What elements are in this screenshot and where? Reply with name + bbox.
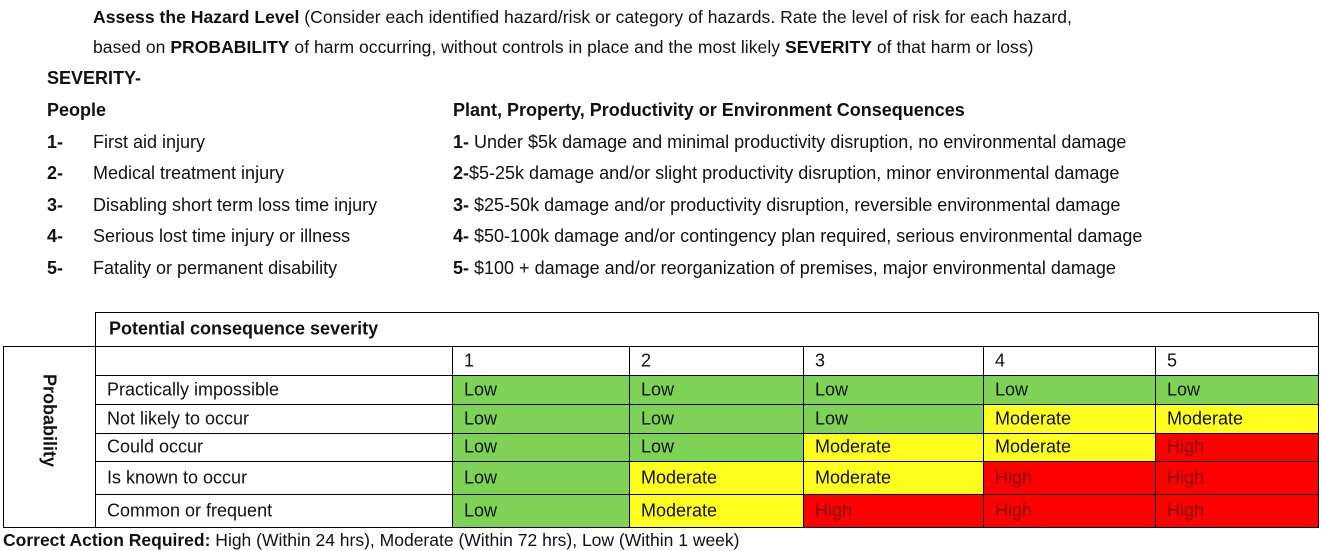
people-severity-number: 3- bbox=[47, 195, 64, 215]
risk-level-text: High bbox=[1167, 467, 1205, 487]
risk-cell-low bbox=[803, 375, 983, 404]
intro-heading: Assess the Hazard Level bbox=[93, 7, 300, 27]
probability-label-text: Common or frequent bbox=[107, 500, 273, 520]
property-severity-number: 3- bbox=[453, 195, 470, 215]
risk-level-text: High bbox=[995, 467, 1033, 487]
risk-level-text: Moderate bbox=[815, 467, 892, 487]
severity-column-number: 1 bbox=[464, 350, 475, 370]
risk-level-text: Low bbox=[464, 379, 498, 399]
risk-cell-high bbox=[1155, 433, 1318, 461]
risk-cell-moderate bbox=[803, 433, 983, 461]
risk-level-text: Low bbox=[464, 500, 498, 520]
risk-level-text: Low bbox=[641, 436, 675, 457]
matrix-top-border bbox=[95, 312, 1319, 313]
risk-cell-low bbox=[452, 404, 629, 433]
property-severity-item bbox=[453, 132, 1126, 153]
people-severity-text: Medical treatment injury bbox=[93, 163, 285, 183]
intro-line-2 bbox=[93, 37, 1034, 58]
probability-row-label bbox=[95, 375, 452, 404]
risk-cell-low bbox=[452, 461, 629, 494]
people-severity-number: 2- bbox=[47, 163, 64, 183]
risk-cell-high bbox=[983, 494, 1155, 527]
risk-level-text: Moderate bbox=[641, 500, 718, 520]
probability-axis-label: Probability bbox=[39, 373, 60, 467]
risk-cell-low bbox=[803, 404, 983, 433]
probability-emphasis: PROBABILITY bbox=[170, 37, 290, 57]
risk-level-text: Low bbox=[464, 467, 498, 487]
side-block-top-border bbox=[3, 346, 95, 347]
risk-level-text: High bbox=[1167, 500, 1205, 520]
people-severity-text: Fatality or permanent disability bbox=[93, 258, 338, 278]
risk-level-text: Low bbox=[641, 379, 675, 399]
risk-cell-high bbox=[803, 494, 983, 527]
matrix-title: Potential consequence severity bbox=[109, 318, 379, 339]
severity-emphasis: SEVERITY bbox=[784, 37, 872, 57]
property-severity-item bbox=[453, 226, 1142, 247]
matrix-right-border bbox=[1318, 312, 1319, 528]
risk-level-text: Moderate bbox=[995, 408, 1072, 428]
risk-level-text: Low bbox=[995, 379, 1029, 399]
intro-text: of that harm or loss) bbox=[871, 37, 1034, 57]
column-border bbox=[983, 346, 984, 528]
probability-label-text: Could occur bbox=[107, 436, 204, 457]
probability-row-label bbox=[95, 404, 452, 433]
severity-column-number: 2 bbox=[641, 350, 652, 370]
risk-level-text: Low bbox=[464, 436, 498, 457]
property-severity-text: $5-25k damage and/or slight productivity disruption, minor environmental damage bbox=[469, 163, 1120, 183]
probability-row-label bbox=[95, 494, 452, 527]
intro-text: of harm occurring, without controls in place and the most likely bbox=[289, 37, 785, 57]
row-border bbox=[95, 461, 1319, 462]
property-severity-text: $50-100k damage and/or contingency plan required, serious environmental damage bbox=[469, 226, 1143, 246]
matrix-title-cell bbox=[95, 312, 1318, 346]
column-border bbox=[803, 346, 804, 528]
property-severity-text: Under $5k damage and minimal productivity disruption, no environmental damage bbox=[469, 132, 1127, 152]
severity-column-header bbox=[803, 346, 983, 375]
people-severity-text: Serious lost time injury or illness bbox=[93, 226, 351, 246]
property-severity-text: $100 + damage and/or reorganization of premises, major environmental damage bbox=[469, 258, 1116, 278]
label-column-left-border bbox=[95, 312, 96, 528]
row-border bbox=[95, 494, 1319, 495]
property-severity-item bbox=[453, 258, 1116, 279]
risk-level-text: Low bbox=[464, 408, 498, 428]
row-border bbox=[95, 404, 1319, 405]
severity-column-number: 4 bbox=[995, 350, 1006, 370]
severity-column-number: 3 bbox=[815, 350, 826, 370]
side-block-bottom-border bbox=[3, 527, 95, 528]
risk-level-text: Moderate bbox=[1167, 408, 1244, 428]
corrective-action-text: High (Within 24 hrs), Moderate (Within 72 hrs), Low (Within 1 week) bbox=[210, 530, 740, 550]
risk-cell-moderate bbox=[629, 461, 803, 494]
row-border bbox=[95, 527, 1319, 528]
intro-text: (Consider each identified hazard/risk or category of hazards. Rate the level of risk for each hazard, bbox=[299, 7, 1072, 27]
severity-column-header bbox=[983, 346, 1155, 375]
risk-level-text: Low bbox=[641, 408, 675, 428]
probability-label-text: Is known to occur bbox=[107, 467, 248, 487]
intro-text: based on bbox=[93, 37, 171, 57]
property-severity-number: 5- bbox=[453, 258, 470, 278]
property-severity-number: 4- bbox=[453, 226, 470, 246]
intro-line-1 bbox=[93, 7, 1072, 28]
corrective-action-label: Correct Action Required: bbox=[3, 530, 211, 550]
risk-cell-low bbox=[452, 494, 629, 527]
risk-cell-moderate bbox=[1155, 404, 1318, 433]
risk-level-text: Low bbox=[815, 408, 849, 428]
people-severity-number: 1- bbox=[47, 132, 64, 152]
probability-label-text: Not likely to occur bbox=[107, 408, 250, 428]
risk-level-text: High bbox=[1167, 436, 1205, 457]
column-border bbox=[452, 346, 453, 528]
risk-level-text: High bbox=[995, 500, 1033, 520]
risk-level-text: Moderate bbox=[641, 467, 718, 487]
risk-level-text: Moderate bbox=[815, 436, 892, 457]
severity-column-header bbox=[629, 346, 803, 375]
people-severity-number: 5- bbox=[47, 258, 64, 278]
risk-cell-low bbox=[452, 433, 629, 461]
row-border bbox=[95, 433, 1319, 434]
risk-cell-high bbox=[983, 461, 1155, 494]
property-severity-item bbox=[453, 163, 1119, 184]
column-border bbox=[629, 346, 630, 528]
corrective-action-note bbox=[3, 530, 740, 551]
risk-cell-high bbox=[1155, 461, 1318, 494]
people-severity-number: 4- bbox=[47, 226, 64, 246]
severity-column-number: 5 bbox=[1167, 350, 1178, 370]
risk-level-text: Moderate bbox=[995, 436, 1072, 457]
risk-cell-low bbox=[629, 404, 803, 433]
row-border bbox=[95, 375, 1319, 376]
property-severity-item bbox=[453, 195, 1120, 216]
property-heading: Plant, Property, Productivity or Environment Consequences bbox=[453, 100, 965, 120]
risk-cell-moderate bbox=[803, 461, 983, 494]
risk-cell-low bbox=[1155, 375, 1318, 404]
property-severity-text: $25-50k damage and/or productivity disruption, reversible environmental damage bbox=[469, 195, 1121, 215]
risk-cell-high bbox=[1155, 494, 1318, 527]
probability-label-text: Practically impossible bbox=[107, 379, 280, 399]
people-heading: People bbox=[47, 100, 107, 120]
severity-column-header bbox=[452, 346, 629, 375]
risk-cell-low bbox=[452, 375, 629, 404]
risk-level-text: Low bbox=[1167, 379, 1201, 399]
risk-cell-low bbox=[629, 433, 803, 461]
severity-title: SEVERITY- bbox=[47, 68, 142, 88]
risk-cell-low bbox=[629, 375, 803, 404]
risk-cell-moderate bbox=[629, 494, 803, 527]
people-severity-text: Disabling short term loss time injury bbox=[93, 195, 378, 215]
property-severity-number: 1- bbox=[453, 132, 470, 152]
probability-row-label bbox=[95, 461, 452, 494]
severity-column-header bbox=[1155, 346, 1318, 375]
risk-level-text: Low bbox=[815, 379, 849, 399]
side-block-left-border bbox=[3, 346, 4, 528]
people-severity-text: First aid injury bbox=[93, 132, 206, 152]
row-border bbox=[95, 346, 1319, 347]
property-severity-number: 2- bbox=[453, 163, 470, 183]
risk-cell-low bbox=[983, 375, 1155, 404]
risk-level-text: High bbox=[815, 500, 853, 520]
probability-row-label bbox=[95, 433, 452, 461]
column-border bbox=[1155, 346, 1156, 528]
risk-cell-moderate bbox=[983, 404, 1155, 433]
risk-cell-moderate bbox=[983, 433, 1155, 461]
